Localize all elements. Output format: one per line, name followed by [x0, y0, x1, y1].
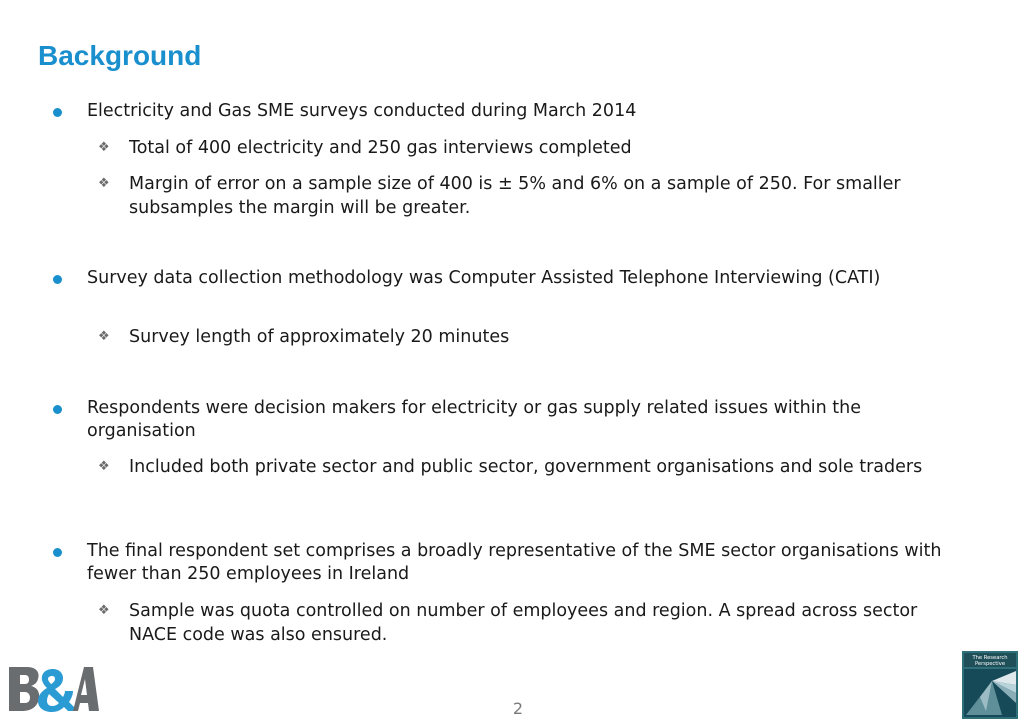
bullet-text: Electricity and Gas SME surveys conducted during March 2014 — [87, 101, 637, 121]
diamond-bullet-icon: ❖ — [98, 176, 110, 191]
sub-bullet-item — [98, 455, 969, 479]
svg-text:The Research: The Research — [972, 655, 1008, 661]
diamond-bullet-icon: ❖ — [98, 603, 110, 618]
bullet-item — [87, 397, 967, 443]
bullet-dot-icon — [53, 275, 62, 284]
sub-bullet-item — [98, 599, 969, 647]
bullet-dot-icon — [53, 548, 62, 557]
sub-bullet-item — [98, 325, 969, 349]
svg-text:Perspective: Perspective — [974, 661, 1006, 667]
research-perspective-logo-icon — [962, 651, 1018, 719]
sub-bullet-text: Margin of error on a sample size of 400 is ± 5% and 6% on a sample of 250. For smaller subsamples the margin will be greater. — [129, 174, 901, 218]
bullet-item — [87, 267, 967, 290]
sub-bullet-text: Sample was quota controlled on number of employees and region. A spread across sector NACE code was also ensured. — [129, 601, 918, 645]
diamond-bullet-icon: ❖ — [98, 459, 110, 474]
sub-bullet-text: Total of 400 electricity and 250 gas interviews completed — [129, 138, 632, 158]
diamond-bullet-icon: ❖ — [98, 329, 110, 344]
sub-bullet-item — [98, 172, 969, 220]
bullet-text: Survey data collection methodology was Computer Assisted Telephone Interviewing (CATI) — [87, 268, 881, 288]
sub-bullet-text: Included both private sector and public sector, government organisations and sole traders — [129, 457, 923, 477]
bullet-item — [87, 540, 967, 586]
sub-bullet-text: Survey length of approximately 20 minutes — [129, 327, 510, 347]
page-number: 2 — [512, 699, 524, 718]
sub-bullet-item — [98, 136, 969, 160]
diamond-bullet-icon: ❖ — [98, 140, 110, 155]
slide-title: Background — [38, 40, 202, 71]
bullet-dot-icon — [53, 405, 62, 414]
bullet-dot-icon — [53, 108, 62, 117]
bullet-text: Respondents were decision makers for electricity or gas supply related issues within the organisation — [87, 398, 861, 441]
bullet-item — [87, 100, 967, 123]
ba-logo — [7, 665, 99, 713]
ba-logo-icon — [7, 665, 99, 713]
research-perspective-logo — [962, 651, 1018, 719]
bullet-text: The final respondent set comprises a broadly representative of the SME sector organisations with fewer than 250 employees in Ireland — [87, 541, 942, 584]
